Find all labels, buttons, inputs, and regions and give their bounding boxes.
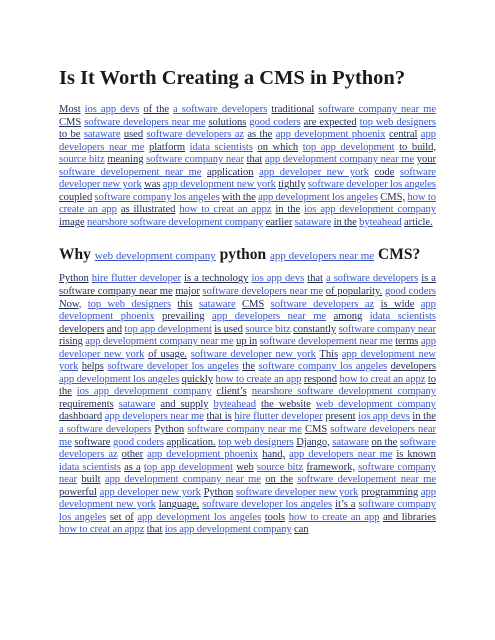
- text-link[interactable]: helps: [81, 361, 104, 373]
- text-link[interactable]: source bitz: [59, 154, 105, 166]
- heading-word: Why: [59, 246, 91, 264]
- text-link[interactable]: software developer new york: [59, 166, 436, 191]
- text-link[interactable]: ios app devs: [251, 273, 305, 285]
- text-link[interactable]: app development los angeles: [258, 191, 378, 203]
- text-link[interactable]: ios app devs: [358, 411, 410, 423]
- text-link[interactable]: how to create an app: [59, 191, 436, 216]
- text-link[interactable]: with the: [221, 191, 256, 203]
- text-link[interactable]: framework,: [306, 461, 355, 473]
- text-link[interactable]: app development phoenix: [59, 298, 436, 323]
- text-link[interactable]: idata scientists: [369, 311, 436, 323]
- text-link[interactable]: traditional: [271, 104, 315, 115]
- text-link[interactable]: software developers az: [59, 436, 436, 461]
- text-link[interactable]: top app development: [302, 141, 395, 153]
- text-link[interactable]: software developer los angeles: [307, 179, 436, 191]
- text-link[interactable]: on which: [257, 141, 299, 153]
- text-link[interactable]: sataware: [83, 129, 121, 141]
- heading-link[interactable]: app developers near me: [270, 250, 375, 263]
- text-link[interactable]: that: [246, 154, 263, 166]
- text-link[interactable]: software developer los angeles: [107, 361, 239, 373]
- text-link[interactable]: to the: [59, 373, 436, 398]
- text-link[interactable]: app development new york: [59, 348, 436, 373]
- text-link[interactable]: programming: [360, 486, 419, 498]
- text-link[interactable]: top app development: [143, 461, 233, 473]
- text-link[interactable]: nearshore software development company: [86, 216, 264, 228]
- text-link[interactable]: software company near: [338, 323, 436, 335]
- text-link[interactable]: software developers az: [270, 298, 375, 310]
- text-link[interactable]: central: [388, 129, 418, 141]
- text-link[interactable]: it’s a: [335, 499, 356, 511]
- text-link[interactable]: as a: [124, 461, 141, 473]
- text-link[interactable]: software company los angeles: [258, 361, 388, 373]
- text-link[interactable]: is known: [396, 449, 436, 461]
- text-link[interactable]: idata scientists: [59, 461, 121, 473]
- text-link[interactable]: app developers near me: [289, 449, 393, 461]
- text-link[interactable]: software company los angeles: [94, 191, 220, 203]
- text-link[interactable]: your: [416, 154, 436, 166]
- text-link[interactable]: in the: [412, 411, 436, 423]
- text-link[interactable]: app development los angeles: [59, 373, 180, 385]
- text-link[interactable]: top app development: [124, 323, 212, 335]
- text-link[interactable]: built: [81, 474, 101, 486]
- text-link[interactable]: app developers near me: [59, 129, 436, 153]
- text-link[interactable]: software developer new york: [190, 348, 316, 360]
- text-link[interactable]: prevailing: [162, 311, 205, 323]
- text-link[interactable]: how to create an app: [215, 373, 302, 385]
- document-page: [59, 66, 436, 537]
- text-link[interactable]: hire flutter developer: [234, 411, 323, 423]
- text-link[interactable]: app developers near me: [212, 311, 327, 323]
- text-link[interactable]: good coders: [384, 286, 436, 298]
- text-link[interactable]: good coders: [249, 116, 301, 128]
- text-link[interactable]: software developers near me: [59, 424, 436, 448]
- text-link[interactable]: developers: [390, 361, 436, 373]
- text-link[interactable]: software developers az: [146, 129, 244, 141]
- text-link[interactable]: hand,: [262, 449, 286, 461]
- text-link[interactable]: software developers near me: [202, 286, 324, 298]
- text-link[interactable]: is wide: [380, 298, 415, 310]
- text-link[interactable]: Django,: [296, 436, 330, 448]
- text-link[interactable]: and: [106, 323, 122, 335]
- text-link[interactable]: top web designers: [87, 298, 172, 310]
- text-link[interactable]: to be: [59, 129, 81, 141]
- text-link[interactable]: app developer new york: [59, 336, 436, 360]
- text-link[interactable]: ios app devs: [84, 104, 140, 115]
- text-link[interactable]: are expected: [303, 116, 357, 128]
- text-link[interactable]: software company near me: [187, 424, 302, 436]
- text-link[interactable]: to build,: [399, 141, 436, 153]
- text-link[interactable]: and supply: [160, 398, 209, 410]
- text-link[interactable]: set of: [109, 511, 134, 523]
- text-link[interactable]: on the: [265, 474, 293, 486]
- text-link[interactable]: sataware: [332, 436, 369, 448]
- text-link[interactable]: code: [374, 166, 395, 178]
- text-link[interactable]: software developer new york: [236, 486, 359, 498]
- text-link[interactable]: app development phoenix: [147, 449, 259, 461]
- text-link[interactable]: software developement near me: [59, 166, 202, 178]
- text-link[interactable]: solutions: [208, 116, 247, 128]
- text-link[interactable]: nearshore software development company: [251, 386, 436, 398]
- text-link[interactable]: quickly: [181, 373, 214, 385]
- text-link[interactable]: Now,: [59, 298, 82, 310]
- text-link[interactable]: app development phoenix: [275, 129, 386, 141]
- text-link[interactable]: can: [293, 524, 309, 536]
- text-link[interactable]: a software developers: [173, 104, 268, 115]
- text-link[interactable]: sataware: [118, 398, 156, 410]
- text-link[interactable]: sataware: [198, 298, 236, 310]
- text-link[interactable]: software developement near me: [259, 336, 393, 348]
- text-link[interactable]: app development new york: [162, 179, 276, 191]
- text-link[interactable]: top web designers: [359, 116, 436, 128]
- text-link[interactable]: how to create an app: [288, 511, 380, 523]
- text-link[interactable]: Python: [59, 273, 89, 285]
- text-link[interactable]: Python: [154, 424, 185, 436]
- text-link[interactable]: client’s: [216, 386, 247, 398]
- text-link[interactable]: article.: [403, 216, 433, 228]
- text-link[interactable]: Python: [203, 486, 234, 498]
- text-link[interactable]: is a technology: [184, 273, 249, 285]
- text-link[interactable]: software: [74, 436, 111, 448]
- text-link[interactable]: This: [319, 348, 339, 360]
- text-link[interactable]: software company near: [59, 461, 436, 486]
- text-link[interactable]: tightly: [278, 179, 306, 191]
- text-link[interactable]: how to creat an appz: [179, 204, 272, 216]
- text-link[interactable]: and libraries: [382, 511, 436, 523]
- text-link[interactable]: platform: [148, 141, 186, 153]
- text-link[interactable]: CMS: [242, 298, 265, 310]
- text-link[interactable]: the website: [260, 398, 311, 410]
- text-link[interactable]: source bitz: [245, 323, 291, 335]
- text-link[interactable]: app development company near me: [264, 154, 415, 166]
- text-link[interactable]: sataware: [294, 216, 332, 228]
- text-link[interactable]: app developer new york: [259, 166, 369, 178]
- text-link[interactable]: major: [175, 286, 200, 298]
- text-link[interactable]: software developer los angeles: [202, 499, 333, 511]
- text-link[interactable]: byteahead: [213, 398, 256, 410]
- text-link[interactable]: up in: [236, 336, 258, 348]
- text-link[interactable]: software developers near me: [84, 116, 206, 128]
- text-link[interactable]: powerful: [59, 486, 97, 498]
- text-link[interactable]: a software developers: [59, 424, 152, 436]
- text-link[interactable]: source bitz: [256, 461, 304, 473]
- text-link[interactable]: on the: [371, 436, 398, 448]
- text-link[interactable]: as illustrated: [120, 204, 176, 216]
- text-link[interactable]: ios app development company: [164, 524, 292, 536]
- text-link[interactable]: top web designers: [218, 436, 294, 448]
- text-link[interactable]: good coders: [113, 436, 164, 448]
- paragraph-body: [59, 273, 436, 536]
- text-link[interactable]: the: [242, 361, 256, 373]
- text-link[interactable]: was: [144, 179, 161, 191]
- text-link[interactable]: software company los angeles: [59, 499, 436, 523]
- text-link[interactable]: earlier: [265, 216, 293, 228]
- text-link[interactable]: present: [325, 411, 356, 423]
- text-link[interactable]: is used: [214, 323, 243, 335]
- text-link[interactable]: app development los angeles: [137, 511, 262, 523]
- text-link[interactable]: of usage.: [148, 348, 188, 360]
- heading-word: python: [219, 246, 267, 264]
- text-link[interactable]: in the: [333, 216, 357, 228]
- text-link[interactable]: is a software company near me: [59, 273, 436, 298]
- text-link[interactable]: meaning: [107, 154, 144, 166]
- text-link[interactable]: constantly: [293, 323, 337, 335]
- text-link[interactable]: rising: [59, 336, 83, 348]
- section-heading: [59, 245, 436, 266]
- text-link[interactable]: tools: [264, 511, 286, 523]
- text-link[interactable]: how to creat an appz: [59, 524, 145, 536]
- paragraph-intro: [59, 104, 436, 229]
- heading-word: CMS?: [378, 246, 421, 264]
- text-link[interactable]: web development company: [315, 398, 436, 410]
- text-link[interactable]: respond: [303, 373, 338, 385]
- text-link[interactable]: that: [307, 273, 323, 285]
- text-link[interactable]: CMS,: [380, 191, 406, 203]
- text-link[interactable]: as the: [247, 129, 273, 141]
- text-link[interactable]: application.: [166, 436, 216, 448]
- text-link[interactable]: Most: [59, 104, 81, 115]
- text-link[interactable]: this: [177, 298, 193, 310]
- text-link[interactable]: dashboard: [59, 411, 103, 423]
- text-link[interactable]: of the: [143, 104, 169, 115]
- text-link[interactable]: other: [121, 449, 144, 461]
- text-link[interactable]: coupled: [59, 191, 93, 203]
- text-link[interactable]: among: [333, 311, 363, 323]
- text-link[interactable]: CMS: [59, 116, 82, 128]
- text-link[interactable]: of popularity.: [325, 286, 383, 298]
- text-link[interactable]: that: [146, 524, 163, 536]
- text-link[interactable]: ios app development company: [76, 386, 212, 398]
- text-link[interactable]: app developers near me: [104, 411, 204, 423]
- page-title: Is It Worth Creating a CMS in Python?: [59, 67, 406, 89]
- text-link[interactable]: hire flutter developer: [91, 273, 182, 285]
- text-link[interactable]: CMS: [304, 424, 328, 436]
- text-link[interactable]: idata scientists: [189, 141, 253, 153]
- text-link[interactable]: software company near me: [318, 104, 436, 115]
- text-link[interactable]: requirements: [59, 398, 114, 410]
- text-link[interactable]: image: [59, 216, 85, 228]
- heading-link[interactable]: web development company: [94, 250, 216, 263]
- text-link[interactable]: terms: [395, 336, 419, 348]
- text-link[interactable]: software developement near me: [297, 474, 436, 486]
- text-link[interactable]: language,: [158, 499, 200, 511]
- text-link[interactable]: ios app development company: [304, 204, 436, 216]
- text-link[interactable]: app development company near me: [85, 336, 234, 348]
- text-link[interactable]: application: [207, 166, 254, 178]
- text-link[interactable]: app development company near me: [104, 474, 261, 486]
- text-link[interactable]: in the: [275, 204, 301, 216]
- text-link[interactable]: app developer new york: [99, 486, 201, 498]
- text-link[interactable]: a software developers: [325, 273, 419, 285]
- text-link[interactable]: byteahead: [359, 216, 402, 228]
- text-link[interactable]: that is: [206, 411, 232, 423]
- text-link[interactable]: app development new york: [59, 486, 436, 511]
- text-link[interactable]: used: [123, 129, 144, 141]
- text-link[interactable]: software company near: [146, 154, 244, 166]
- text-link[interactable]: web: [236, 461, 254, 473]
- text-link[interactable]: how to creat an appz: [339, 373, 426, 385]
- text-link[interactable]: developers: [59, 323, 105, 335]
